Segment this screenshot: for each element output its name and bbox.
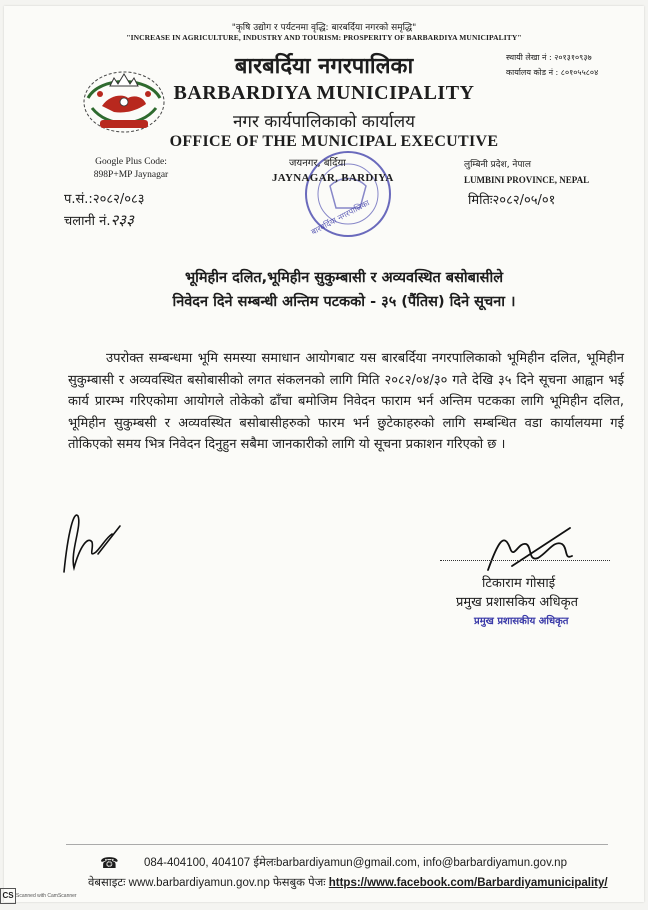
- province-info: [464, 158, 589, 188]
- signature-line: [440, 560, 610, 561]
- reference-number: प.सं.:२०८२/०८३: [64, 192, 145, 207]
- permanent-account-number: स्थायी लेखा नं : २०१३१०९३७: [506, 53, 592, 62]
- signature-icon: [58, 502, 128, 582]
- designation-seal: प्रमुख प्रशासकीय अधिकृत: [474, 616, 569, 627]
- location-nepali: जयनगर, बर्दिया: [289, 158, 346, 169]
- website-text: वेबसाइटः www.barbardiyamun.gov.np फेसबुक पेजः: [88, 877, 326, 889]
- office-code: कार्यालय कोड नं : ८०१०५५८०४: [506, 68, 599, 77]
- province-nepali: लुम्बिनी प्रदेश, नेपाल: [464, 160, 531, 170]
- subject-line-1: भूमिहीन दलित,भूमिहीन सुकुम्बासी र अव्यवस्थित बसोबासीले: [184, 270, 504, 286]
- stamp-text: बारबर्दिया नगरपालिका: [309, 198, 371, 237]
- gplus-value: 898P+MP Jaynagar: [93, 170, 169, 180]
- footer-divider: [66, 844, 608, 845]
- contact-text: 084-404100, 404107 ईमेलःbarbardiyamun@gmail.com, info@barbardiyamun.gov.np: [144, 857, 567, 870]
- municipality-title-nepali: बारबर्दिया नगरपालिका: [234, 54, 414, 79]
- slogan-nepali: "कृषि उद्योग र पर्यटनमा वृद्धि: बारबर्दिया नगरको समृद्धि": [231, 23, 417, 33]
- office-title-english: OFFICE OF THE MUNICIPAL EXECUTIVE: [169, 133, 499, 150]
- camscanner-label: Scanned with CamScanner: [16, 893, 77, 899]
- notice-page: [4, 6, 644, 902]
- dispatch-label: चलानी नं.: [64, 214, 111, 229]
- dispatch-number-row: [64, 210, 145, 232]
- google-plus-code: [66, 156, 196, 182]
- municipality-title-english: BARBARDIYA MUNICIPALITY: [173, 82, 475, 104]
- subject-line-2: निवेदन दिने सम्बन्धी अन्तिम पटकको - ३५ (पैंतिस) दिने सूचना ।: [172, 294, 516, 310]
- footer-web: [88, 875, 608, 890]
- dispatch-number: २३३: [110, 211, 134, 229]
- issue-date: मितिः२०८२/०५/०१: [468, 193, 556, 208]
- facebook-link[interactable]: https://www.facebook.com/Barbardiyamunicipality/: [328, 877, 608, 889]
- footer-contact: [100, 854, 567, 872]
- reference-block: [64, 190, 145, 232]
- notice-body: उपरोक्त सम्बन्धमा भूमि समस्या समाधान आयोगबाट यस बारबर्दिया नगरपालिकाको भूमिहीन दलित, भूमिहीन सुकुम्बासी र अव्यवस्थित बसोबासीको लगत संकलनको लागि मिति २०८२/०४/३० गते देखि ३५ दिने सूचना आह्वान भई कार्य प्रारम्भ गरिएकोमा आयोगले तोकेको ढाँचा बमोजिम निवेदन फाराम भर्न अन्तिम पटकका लागि भूमिहीन दलित, भूमिहीन सुकुम्बसी र अव्यवस्थित बसोबासीहरुको फारम भर्न छुटेकाहरुको लागि सम्बन्धित वडा कार्यालयमा गई तोकिएको समय भित्र निवेदन दिनुहुन सबैमा जानकारीको लागि यो सूचना प्रकाशन गरिएको छ ।: [68, 351, 624, 452]
- officer-signature-icon: [482, 522, 578, 578]
- phone-icon: ☎: [100, 855, 119, 872]
- gplus-label: Google Plus Code:: [95, 157, 167, 167]
- registration-info: [506, 50, 646, 80]
- slogan-english: "INCREASE IN AGRICULTURE, INDUSTRY AND TOURISM: PROSPERITY OF BARBARDIYA MUNICIPALITY": [126, 33, 522, 42]
- camscanner-badge: CS: [0, 888, 16, 904]
- province-english: LUMBINI PROVINCE, NEPAL: [464, 175, 590, 185]
- notice-subject: [114, 266, 574, 314]
- office-title-nepali: नगर कार्यपालिकाको कार्यालय: [232, 112, 416, 132]
- signer-name: टिकाराम गोसाई: [482, 576, 556, 591]
- signer-title: प्रमुख प्रशासकिय अधिकृत: [456, 595, 579, 610]
- location-english: JAYNAGAR, BARDIYA: [272, 172, 394, 184]
